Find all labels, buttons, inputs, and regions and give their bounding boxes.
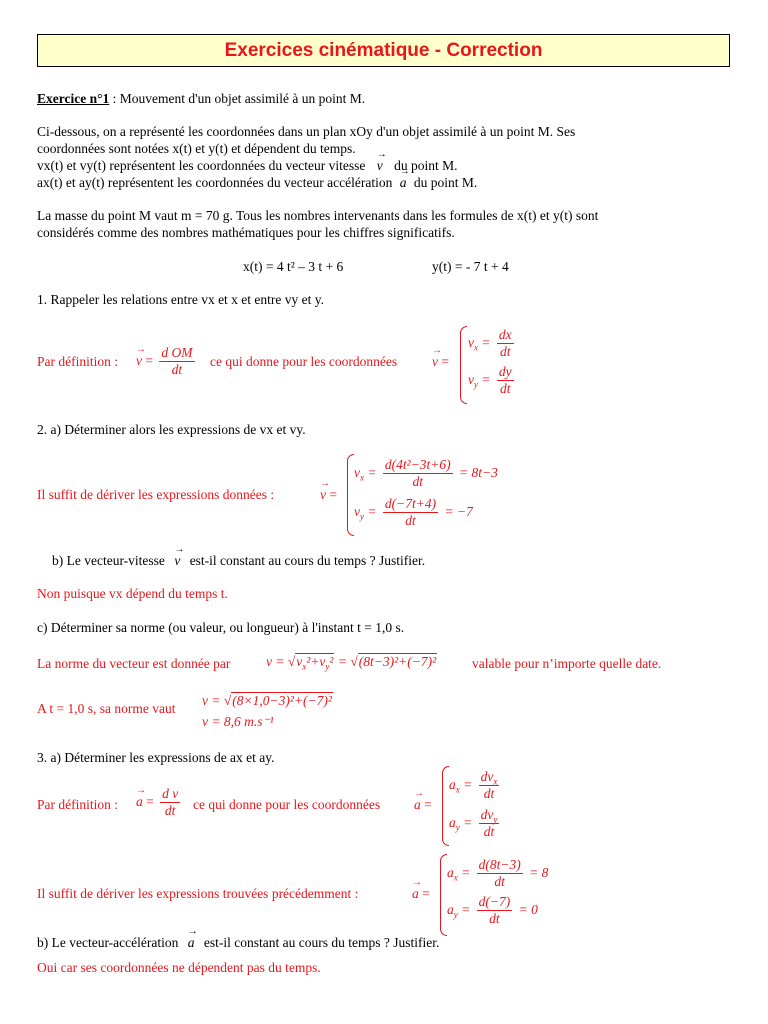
exercise-subject: : Mouvement d'un objet assimilé à un point M.: [109, 91, 366, 106]
question-2a: 2. a) Déterminer alors les expressions de vx et vy.: [37, 422, 306, 437]
q2b-answer: Non puisque vx dépend du temps t.: [37, 586, 228, 601]
vector-v-symbol: v →: [377, 158, 383, 174]
q2c-at-prefix: A t = 1,0 s, sa norme vaut: [37, 701, 176, 716]
q2c-value-line: v = 8,6 m.s⁻¹: [202, 714, 274, 729]
intro-line-2: coordonnées sont notées x(t) et y(t) et dépendent du temps.: [37, 141, 356, 156]
mass-line-2: considérés comme des nombres mathématiques pour les chiffres significatifs.: [37, 225, 455, 240]
intro-velocity-text: vx(t) et vy(t) représentent les coordonnées du vecteur vitesse: [37, 158, 366, 173]
q3a-answer-prefix: Par définition :: [37, 797, 118, 812]
title-box: [37, 34, 730, 67]
q3b-answer: Oui car ses coordonnées ne dépendent pas du temps.: [37, 960, 321, 975]
intro-line-4: [37, 175, 477, 191]
q1-vector-eq: v → =: [432, 354, 449, 370]
q3a-ay-expr: $a_y$ = $\frac{d(-7)}{dt}$ = 0: [447, 894, 538, 927]
q1-answer-mid: ce qui donne pour les coordonnées: [210, 354, 398, 369]
q3a-brace: [442, 766, 449, 846]
exercise-label: Exercice n°1: [37, 91, 110, 106]
q2a-vector-eq: v → =: [320, 487, 337, 503]
q3a-vector-eq-2: a → =: [412, 886, 430, 902]
q1-vy-def: $v_y$ = $\frac{dy}{dt}$: [468, 364, 512, 397]
q3a-ax-expr: $a_x$ = $\frac{d(8t-3)}{dt}$ = 8: [447, 857, 549, 890]
q3a-answer2-prefix: Il suffit de dériver les expressions trouvées précédemment :: [37, 886, 359, 901]
q2a-vy-expr: $v_y$ = $\frac{d(-7t+4)}{dt}$ = −7: [354, 496, 473, 529]
q1-answer-prefix: Par définition :: [37, 354, 118, 369]
q3a-answer-mid: ce qui donne pour les coordonnées: [193, 797, 381, 812]
question-2b: b) Le vecteur-vitesse v → est-il constant au cours du temps ? Justifier.: [52, 553, 425, 569]
q3a-vector-eq: a → =: [414, 797, 432, 813]
equation-x: x(t) = 4 t² – 3 t + 6: [243, 259, 344, 274]
q1-def-formula: v → = $\frac{\text{d OM}}{dt}$: [136, 346, 198, 377]
intro-line-3: [37, 158, 458, 174]
question-3a: 3. a) Déterminer les expressions de ax et ay.: [37, 750, 275, 765]
question-2c: c) Déterminer sa norme (ou valeur, ou longueur) à l'instant t = 1,0 s.: [37, 620, 405, 635]
q3a-brace-2: [440, 854, 447, 936]
intro-accel-end: du point M.: [413, 175, 478, 190]
equation-y: y(t) = - 7 t + 4: [432, 259, 509, 274]
question-1: 1. Rappeler les relations entre vx et x et entre vy et y.: [37, 292, 325, 307]
intro-line-1: Ci-dessous, on a représenté les coordonnées dans un plan xOy d'un objet assimilé à un point M. Ses: [37, 124, 576, 139]
q3a-ax-def: $a_x$ = $\frac{dv_x}{dt}$: [449, 769, 498, 802]
question-3b: b) Le vecteur-accélération a → est-il constant au cours du temps ? Justifier.: [37, 935, 439, 951]
q1-brace: [460, 326, 467, 404]
q2c-numeric-calc: v = √(8×1,0−3)²+(−7)²: [202, 693, 332, 708]
q2c-norm-formula: $v = √v_x^2+v_y^2 = √(8t-3)^2+(-7)^2$: [266, 654, 437, 672]
exercise-heading: [37, 91, 365, 107]
mass-line-1: La masse du point M vaut m = 70 g. Tous les nombres intervenants dans les formules de x(t) et y(t) sont: [37, 208, 599, 223]
q2a-brace: [347, 454, 354, 536]
q3a-ay-def: $a_y$ = $\frac{dv_y}{dt}$: [449, 807, 498, 840]
q1-vx-def: $v_x$ = $\frac{dx}{dt}$: [468, 327, 512, 360]
intro-velocity-end: du point M.: [394, 158, 458, 173]
page-title: Exercices cinématique - Correction: [224, 40, 543, 61]
intro-accel-text: ax(t) et ay(t) représentent les coordonnées du vecteur accélération: [37, 175, 393, 190]
q2a-answer-prefix: Il suffit de dériver les expressions données :: [37, 487, 275, 502]
q2c-answer-suffix: valable pour n’importe quelle date.: [472, 656, 662, 671]
q2c-answer-prefix: La norme du vecteur est donnée par: [37, 656, 231, 671]
q3a-def-formula: a → = $\frac{\text{d v}}{dt}$: [136, 787, 183, 818]
vector-a-symbol: a →: [400, 175, 407, 191]
q2a-vx-expr: $v_x$ = $\frac{\text{d(4t²−3t+6)}}{dt}$ = 8t−3: [354, 457, 498, 490]
